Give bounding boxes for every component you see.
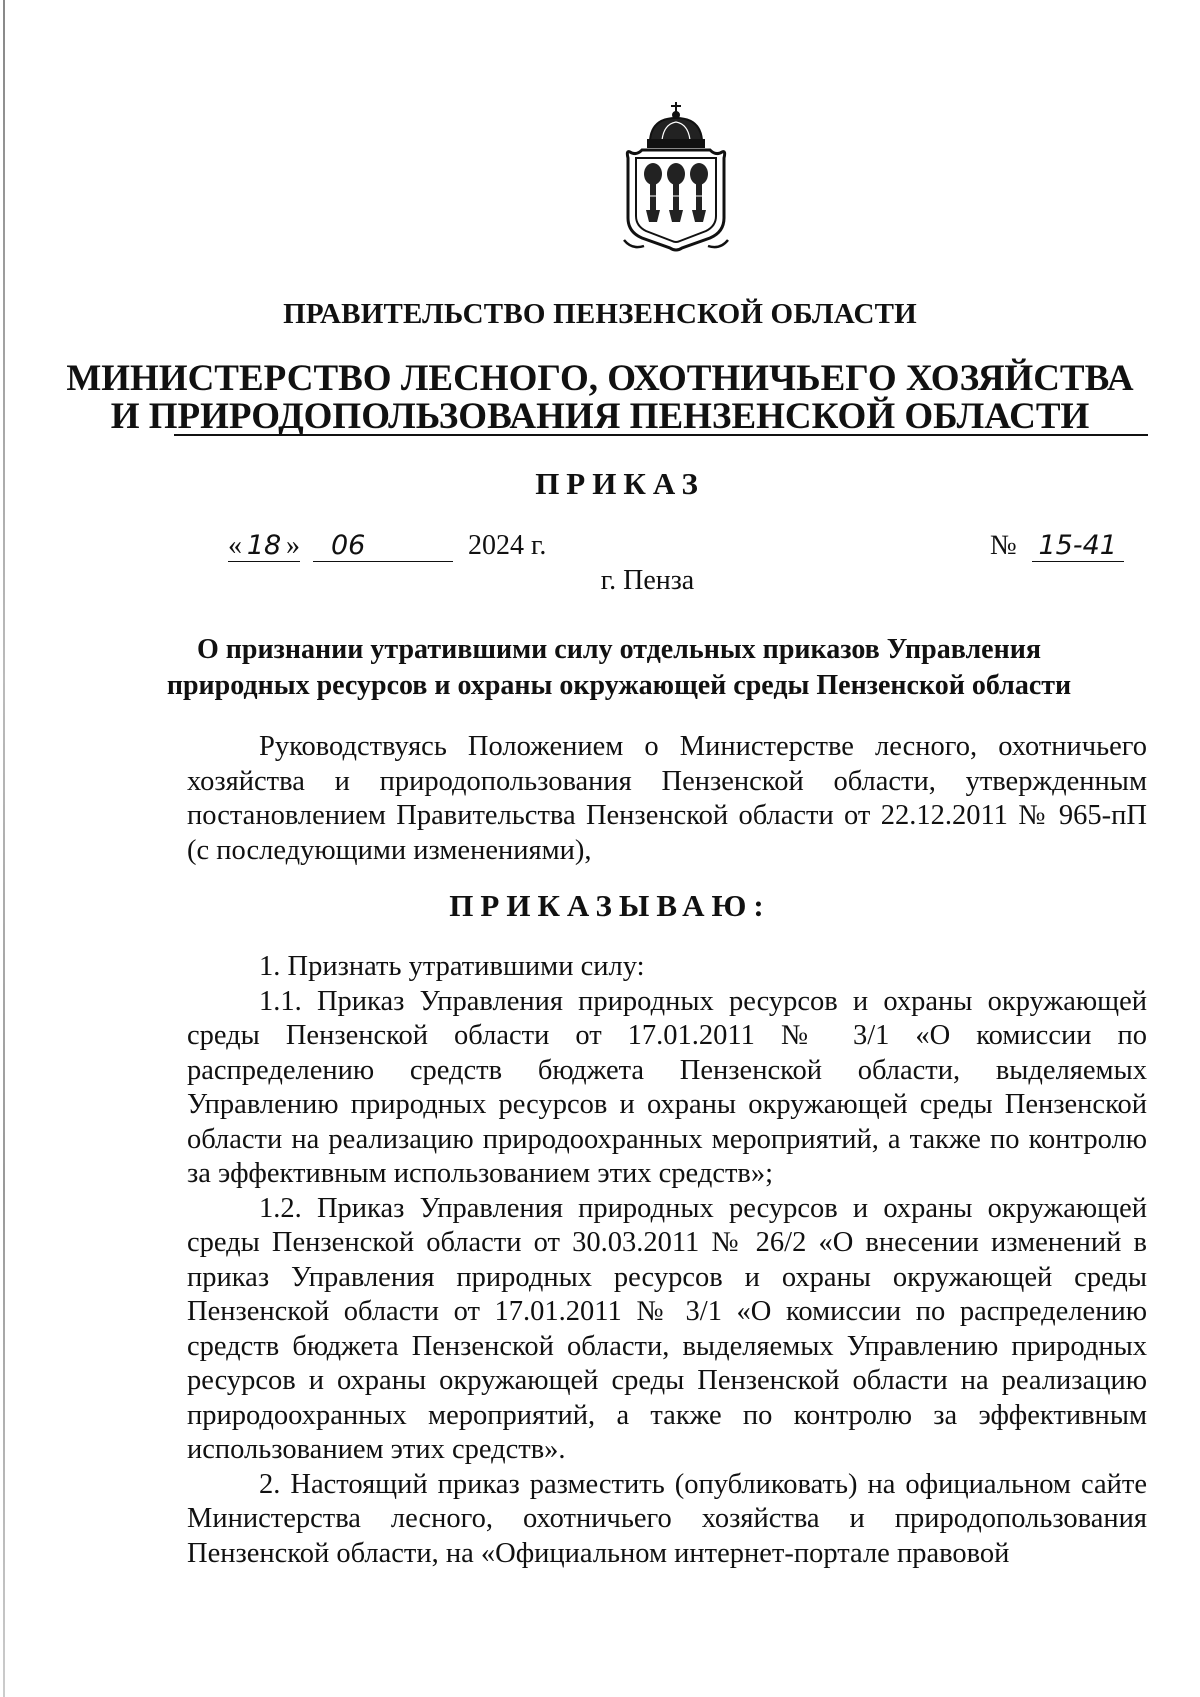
government-title: ПРАВИТЕЛЬСТВО ПЕНЗЕНСКОЙ ОБЛАСТИ <box>283 298 917 330</box>
item-1-1: 1.1. Приказ Управления природных ресурсов и охраны окружающей среды Пензенской области от 17.01.2011 № 3/1 «О комиссии по распределению средств бюджета Пензенской области, выделяемых Управлению природных ресурсов и охраны окружающей среды Пензенской области на реализацию природоохранных мероприятий, а также по контролю за эффективным использованием этих средств»; <box>187 985 1147 1189</box>
date-month: 06 <box>331 530 366 561</box>
number-label: № <box>990 530 1017 561</box>
date-day: 18 <box>246 530 282 561</box>
date-year: 2024 г. <box>468 530 547 561</box>
date-close-quote: » <box>286 530 300 561</box>
order-title: ПРИКАЗ <box>535 466 705 501</box>
items-block <box>187 950 1147 1571</box>
number-value: 15-41 <box>1038 530 1117 561</box>
order-subject <box>0 632 1200 704</box>
scan-edge <box>3 0 5 1697</box>
item-2: 2. Настоящий приказ разместить (опубликовать) на официальном сайте Министерства лесного, охотничьего хозяйства и природопользования Пензенской области, на «Официальном интернет-портале правовой <box>187 1468 1147 1569</box>
ministry-title-line1: МИНИСТЕРСТВО ЛЕСНОГО, ОХОТНИЧЬЕГО ХОЗЯЙСТВА <box>66 358 1134 399</box>
item-1: 1. Признать утратившими силу: <box>259 951 645 982</box>
preamble-block <box>187 730 1147 868</box>
item-1-2: 1.2. Приказ Управления природных ресурсов и охраны окружающей среды Пензенской области от 30.03.2011 № 26/2 «О внесении изменений в приказ Управления природных ресурсов и охраны окружающей среды Пензенской области от 17.01.2011 № 3/1 «О комиссии по распределению средств бюджета Пензенской области, выделяемых Управлению природных ресурсов и охраны окружающей среды Пензенской области на реализацию природоохранных мероприятий, а также по контролю за эффективным использованием этих средств». <box>187 1192 1147 1465</box>
order-number <box>990 530 1124 562</box>
header-divider <box>174 434 1148 436</box>
ministry-title-line2: И ПРИРОДОПОЛЬЗОВАНИЯ ПЕНЗЕНСКОЙ ОБЛАСТИ <box>110 396 1090 437</box>
decree-word: ПРИКАЗЫВАЮ: <box>449 888 771 923</box>
order-city: г. Пенза <box>600 565 695 596</box>
subject-line2: природных ресурсов и охраны окружающей среды Пензенской области <box>166 670 1072 701</box>
decree-line <box>0 888 1200 924</box>
subject-line1: О признании утратившими силу отдельных приказов Управления <box>196 634 1042 665</box>
preamble-paragraph: Руководствуясь Положением о Министерстве лесного, охотничьего хозяйства и природопользования Пензенской области, утвержденным постановлением Правительства Пензенской области от 22.12.2011 № 965-пП (с последующими изменениями), <box>187 731 1147 866</box>
date-open-quote: « <box>228 530 242 561</box>
order-date <box>228 530 546 562</box>
penza-coat-of-arms-icon <box>622 100 730 260</box>
